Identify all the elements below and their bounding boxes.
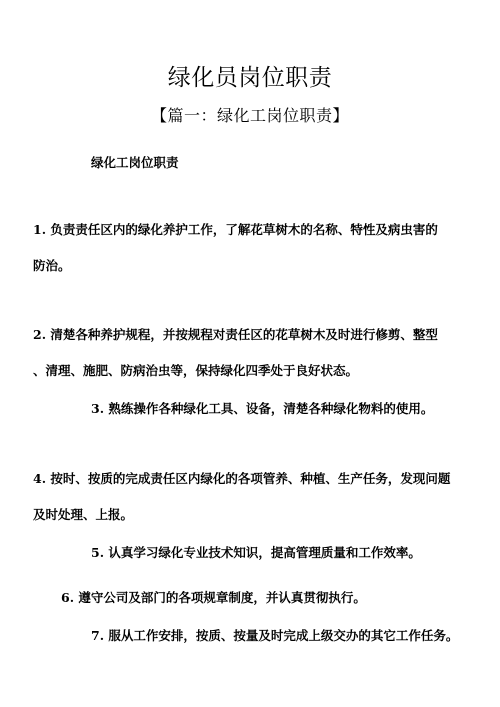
duty-item-7-line-1: 7. 服从工作安排，按质、按量及时完成上级交办的其它工作任务。 bbox=[91, 628, 459, 643]
duty-item-7 bbox=[91, 618, 458, 654]
duty-item-4-line-2: 及时处理、上报。 bbox=[33, 507, 134, 522]
duty-item-3 bbox=[91, 391, 433, 427]
duty-item-1-line-1: 1. 负责责任区内的绿化养护工作，了解花草树木的名称、特性及病虫害的 bbox=[33, 222, 438, 237]
duty-item-4 bbox=[33, 461, 450, 533]
duty-item-6 bbox=[61, 580, 366, 616]
duty-item-5-line-1: 5. 认真学习绿化专业技术知识，提高管理质量和工作效率。 bbox=[91, 545, 421, 560]
duty-item-2-line-1: 2. 清楚各种养护规程，并按规程对责任区的花草树木及时进行修剪、整型 bbox=[33, 327, 438, 342]
document-subtitle: 【篇一：绿化工岗位职责】 bbox=[150, 106, 349, 125]
duty-item-1-line-2: 防治。 bbox=[33, 258, 71, 273]
duty-item-4-line-1: 4. 按时、按质的完成责任区内绿化的各项管养、种植、生产任务，发现问题 bbox=[33, 471, 451, 486]
section-heading: 绿化工岗位职责 bbox=[91, 155, 179, 170]
duty-item-5 bbox=[91, 535, 421, 571]
duty-item-1 bbox=[33, 212, 438, 284]
duty-item-3-line-1: 3. 熟练操作各种绿化工具、设备，清楚各种绿化物料的使用。 bbox=[91, 401, 434, 416]
duty-item-2-line-2: 、清理、施肥、防病治虫等，保持绿化四季处于良好状态。 bbox=[33, 363, 359, 378]
document-title: 绿化员岗位职责 bbox=[167, 65, 333, 91]
duty-item-2 bbox=[33, 317, 438, 389]
duty-item-6-line-1: 6. 遵守公司及部门的各项规章制度，并认真贯彻执行。 bbox=[61, 590, 366, 605]
